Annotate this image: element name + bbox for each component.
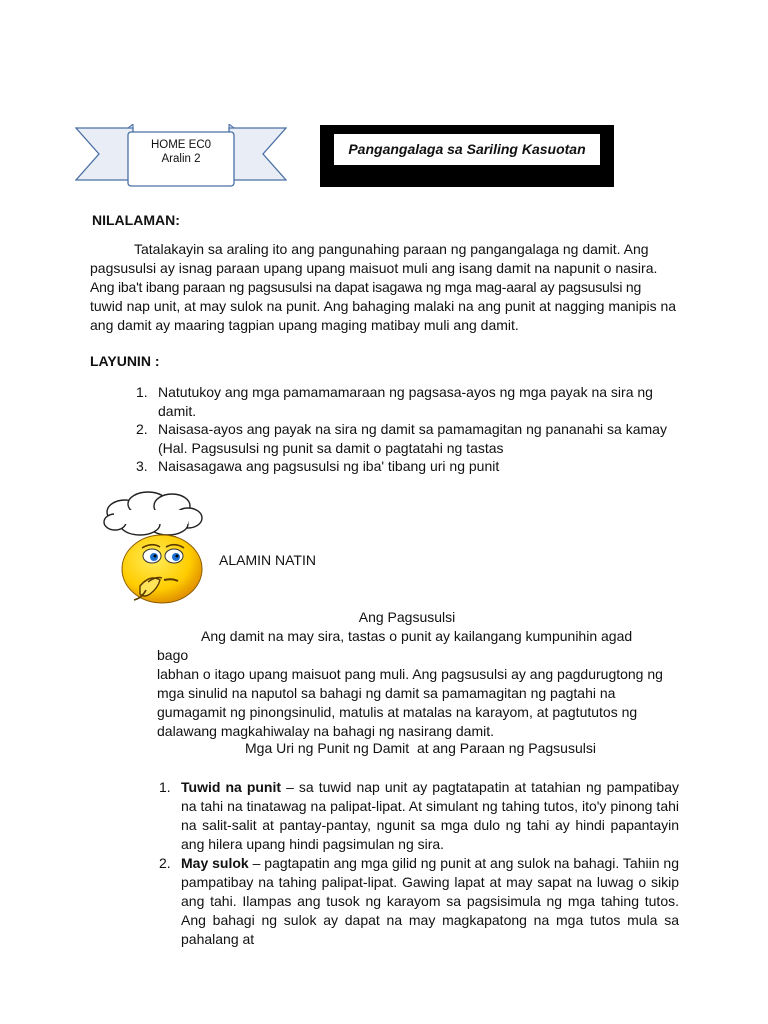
list-number: 2. <box>159 855 171 871</box>
layunin-list <box>136 383 676 476</box>
list-item <box>136 420 676 457</box>
alamin-natin-label: ALAMIN NATIN <box>219 552 316 568</box>
nilalaman-line-5: ang damit ay maaring tagpian upang maging matibay muli ang damit. <box>90 317 519 333</box>
nilalaman-line-3: Ang iba't ibang paraan ng pagsusulsi na dapat isagawa ng mga mag-aaral ay pagsusulsi ng <box>90 279 642 295</box>
thinking-face-icon <box>100 490 216 606</box>
list-text-line: (Hal. Pagsusulsi ng punit sa damit o pagtatahi ng tastas <box>158 439 504 456</box>
list-text-line: damit. <box>158 402 197 419</box>
list-item <box>136 457 676 476</box>
nilalaman-paragraph <box>90 240 680 335</box>
pagsusulsi-paragraph <box>157 627 667 741</box>
pagsusulsi-line-1: Ang damit na may sira, tastas o punit ay kailangang kumpunihin agad bago <box>157 628 633 663</box>
list-item <box>159 854 679 949</box>
list-term: Tuwid na punit <box>181 779 282 795</box>
list-number: 1. <box>136 384 148 400</box>
layunin-heading: LAYUNIN : <box>90 353 160 369</box>
pagsusulsi-line-2: labhan o itago upang maisuot pang muli. Ang pagsusulsi ay ang pagdurugtong ng <box>157 666 663 682</box>
ribbon-label <box>128 138 234 166</box>
lesson-ribbon-banner <box>75 124 287 188</box>
nilalaman-heading: NILALAMAN: <box>92 212 180 228</box>
list-number: 1. <box>159 779 171 795</box>
ribbon-line-1: HOME EC0 <box>150 139 212 151</box>
nilalaman-line-1: Tatalakayin sa araling ito ang pangunahing paraan ng pangangalaga ng damit. Ang <box>134 241 649 257</box>
list-item <box>136 383 676 420</box>
pagsusulsi-title: Ang Pagsusulsi <box>358 609 456 625</box>
pagsusulsi-line-5: dalawang magkahiwalay na bahagi ng nasirang damit. <box>157 723 494 739</box>
pagsusulsi-line-3: mga sinulid na naputol sa bahagi ng damit sa pamamagitan ng pagtahi na <box>157 685 616 701</box>
list-text: – pagtapatin ang mga gilid ng punit at ang sulok na bahagi. Tahiin ng pampatibay na tahing palipat-lipat. Gawing lapat at may sapat na luwag o sikip ang tahi. Ilampas ang tusok ng karayom sa pagsisimula ng mga tahing tutos. Ang bahagi ng sulok ay dapat na may magkapatong na mga tutos mula sa pahalang at <box>181 855 679 947</box>
list-text-line: Naisasagawa ang pagsusulsi ng iba' tibang uri ng punit <box>158 458 500 474</box>
nilalaman-line-4: tuwid nap unit, at may sulok na punit. Ang bahaging malaki na ang punit at nagging manipis na <box>90 298 677 314</box>
list-number: 3. <box>136 458 148 474</box>
list-text-line: Naisasa-ayos ang payak na sira ng damit sa pamamagitan ng pananahi sa kamay <box>158 421 667 437</box>
list-term: May sulok <box>181 855 249 871</box>
mga-uri-list <box>159 778 679 949</box>
pagsusulsi-line-4: gumagamit ng pinongsinulid, matulis at matalas na karayom, at pagtututos ng <box>157 704 638 720</box>
list-number: 2. <box>136 421 148 437</box>
list-text-line: Natutukoy ang mga pamamamaraan ng pagsasa-ayos ng mga payak na sira ng <box>158 384 653 400</box>
title-box <box>320 125 614 187</box>
mga-uri-title: Mga Uri ng Punit ng Damit at ang Paraan ng Pagsusulsi <box>245 740 596 756</box>
nilalaman-line-2: pagsusulsi ay isnag paraan upang upang maisuot muli ang isang damit na napunit o nasira. <box>90 260 658 276</box>
document-title: Pangangalaga sa Sariling Kasuotan <box>334 134 600 165</box>
list-item <box>159 778 679 854</box>
ribbon-line-2: Aralin 2 <box>161 153 201 165</box>
list-text: – sa tuwid nap unit ay pagtatapatin at tatahian ng pampatibay na tahi na tinatawag na palipat-lipat. At simulant ng tahing tutos, ito'y pinong tahi na salit-salit at pantay-pantay, ngunit sa mga dulo ng tahi ay hindi papantayin ang hilera upang hindi pagsimulan ng sira. <box>181 779 679 852</box>
